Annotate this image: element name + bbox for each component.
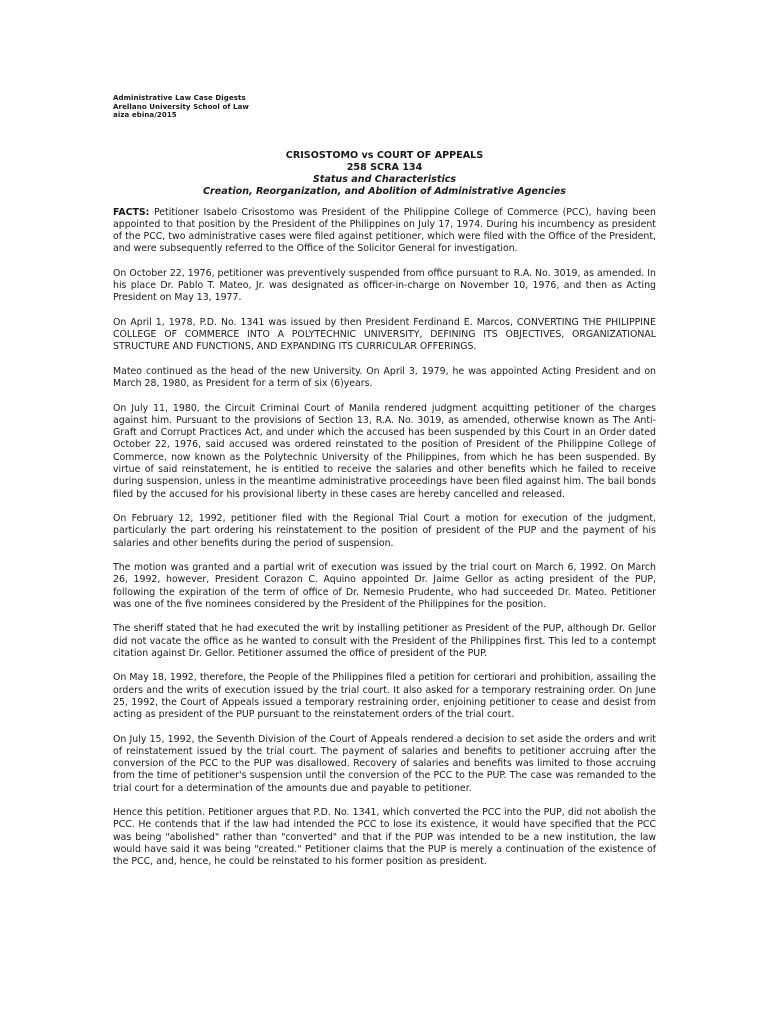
case-topic: Status and Characteristics <box>312 174 457 186</box>
case-citation: 258 SCRA 134 <box>346 161 423 173</box>
case-subtopic: Creation, Reorganization, and Abolition of Administrative Agencies <box>203 186 566 198</box>
paragraph-10: On July 15, 1992, the Seventh Division of the Court of Appeals rendered a decision to set aside the orders and writ of reinstatement issued by the trial court. The payment of salaries and benefits to petitioner accruing after the conversion of the PCC to the PUP was disallowed. Recovery of salaries and benefits was limited to those accruing from the time of petitioner's suspension until the conversion of the PCC to the PUP. The case was remanded to the trial court for a determination of the amounts due and payable to petitioner. <box>113 733 656 794</box>
paragraph-4: Mateo continued as the head of the new University. On April 3, 1979, he was appointed Acting President and on March 28, 1980, as President for a term of six (6)years. <box>113 365 656 390</box>
document-header <box>113 94 656 120</box>
case-body <box>113 207 656 869</box>
paragraph-8: The sheriff stated that he had executed the writ by installing petitioner as President of the PUP, although Dr. Gellor did not vacate the office as he wanted to consult with the President of the Philippines first. This led to a contempt citation against Dr. Gellor. Petitioner assumed the office of president of the PUP. <box>113 623 656 659</box>
paragraph-facts <box>113 207 656 256</box>
paragraph-2: On October 22, 1976, petitioner was preventively suspended from office pursuant to R.A. No. 3019, as amended. In his place Dr. Pablo T. Mateo, Jr. was designated as officer-in-charge on November 10, 1976, and then as Acting President on May 13, 1977. <box>113 267 656 304</box>
case-title: CRISOSTOMO vs COURT OF APPEALS <box>285 149 484 161</box>
paragraph-6: On February 12, 1992, petitioner filed with the Regional Trial Court a motion for execution of the judgment, particularly the part ordering his reinstatement to the position of president of the PUP and the payment of his salaries and other benefits during the period of suspension. <box>113 513 656 549</box>
paragraph-5: On July 11, 1980, the Circuit Criminal Court of Manila rendered judgment acquitting petitioner of the charges against him. Pursuant to the provisions of Section 13, R.A. No. 3019, as amended, otherwise known as The Anti-Graft and Corrupt Practices Act, and under which the accused has been suspended by this Court in an Order dated October 22, 1976, said accused was ordered reinstated to the position of President of the Philippine College of Commerce, now known as the Polytechnic University of the Philippines, from which he has been suspended. By virtue of said reinstatement, he is entitled to receive the salaries and other benefits which he failed to receive during suspension, unless in the meantime administrative proceedings have been filed against him. The bail bonds filed by the accused for his provisional liberty in these cases are hereby cancelled and released. <box>113 402 656 500</box>
header-course: Administrative Law Case Digests <box>113 94 246 102</box>
facts-label: FACTS: <box>113 206 150 218</box>
paragraph-9: On May 18, 1992, therefore, the People of the Philippines filed a petition for certiorari and prohibition, assailing the orders and the writs of execution issued by the trial court. It also asked for a temporary restraining order. On June 25, 1992, the Court of Appeals issued a temporary restraining order, enjoining petitioner to cease and desist from acting as president of the PUP pursuant to the reinstatement orders of the trial court. <box>113 672 656 721</box>
paragraph-3: On April 1, 1978, P.D. No. 1341 was issued by then President Ferdinand E. Marcos, CONVERTING THE PHILIPPINE COLLEGE OF COMMERCE INTO A POLYTECHNIC UNIVERSITY, DEFINING ITS OBJECTIVES, ORGANIZATIONAL STRUCTURE AND FUNCTIONS, AND EXPANDING ITS CURRICULAR OFFERINGS. <box>113 316 656 353</box>
paragraph-11: Hence this petition. Petitioner argues that P.D. No. 1341, which converted the PCC into the PUP, did not abolish the PCC. He contends that if the law had intended the PCC to lose its existence, it would have specified that the PCC was being "abolished" rather than "converted" and that if the PUP was intended to be a new institution, the law would have said it was being "created." Petitioner claims that the PUP is merely a continuation of the existence of the PCC, and, hence, he could be reinstated to his former position as president. <box>113 807 656 868</box>
header-author: aiza ebina/2015 <box>113 111 177 120</box>
facts-text: Petitioner Isabelo Crisostomo was President of the Philippine College of Commerce (PCC), having been appointed to that position by the President of the Philippines on July 17, 1974. During his incumbency as president of the PCC, two administrative cases were filed against petitioner, which were filed with the Office of the President, and were subsequently referred to the Office of the Solicitor General for investigation. <box>113 206 656 255</box>
paragraph-7: The motion was granted and a partial writ of execution was issued by the trial court on March 6, 1992. On March 26, 1992, however, President Corazon C. Aquino appointed Dr. Jaime Gellor as acting president of the PUP, following the expiration of the term of office of Dr. Nemesio Prudente, who had succeeded Dr. Mateo. Petitioner was one of the five nominees considered by the President of the Philippines for the position. <box>113 561 656 610</box>
document-page <box>113 94 656 881</box>
header-school: Arellano University School of Law <box>113 102 249 111</box>
case-title-block <box>113 150 656 199</box>
